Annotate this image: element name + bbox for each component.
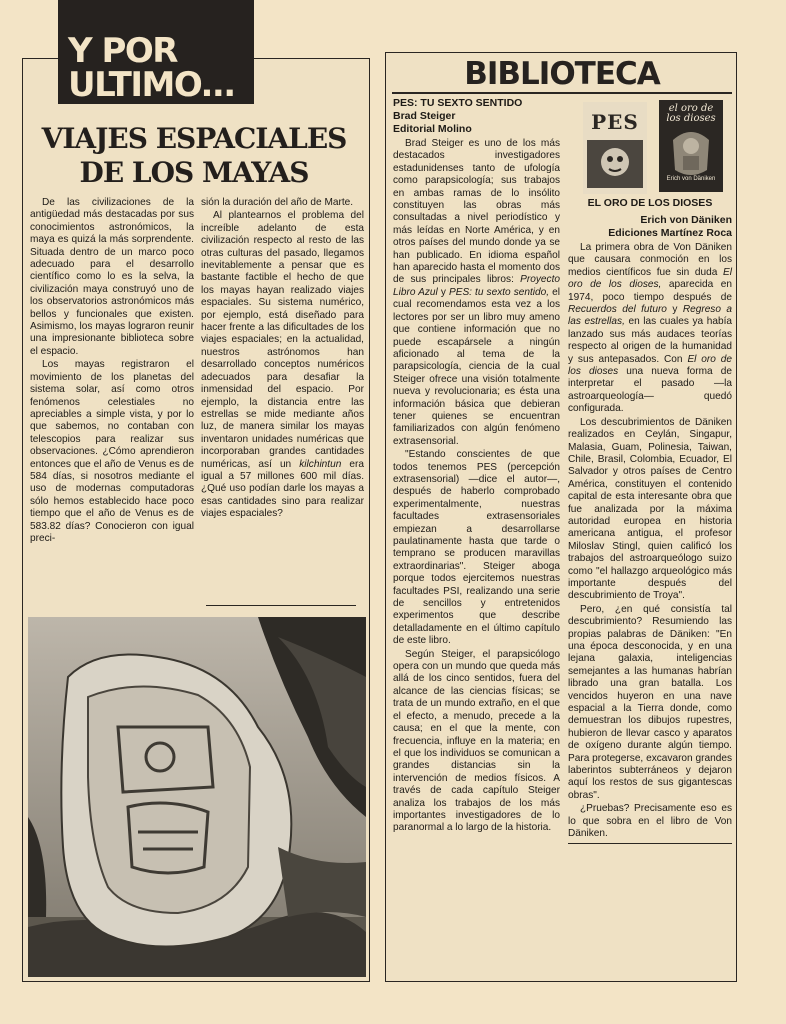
paragraph-text: Brad Steiger es uno de los más destacados investigadores estadunidenses tanto de ufología como parapsicología; sus trabajos en ambas ramas de lo insólito constituyen las obras más consultadas a nivel periodístico y más leídas en Norte América, y en otros países del mundo donde ya se han publicado. En idioma español han aparecido hasta el momento dos de sus principales libros: (393, 138, 560, 286)
article-title (24, 122, 364, 190)
section-kicker (58, 0, 254, 104)
cover-author: Erich von Däniken (666, 176, 716, 182)
paragraph: sión la duración del año de Marte. (201, 197, 354, 208)
kicker-line-1: Y POR (68, 31, 177, 71)
review-column-2 (568, 197, 732, 845)
book-ref: PES: tu sexto sentido, (448, 286, 550, 298)
book1-author: Brad Steiger (393, 110, 456, 122)
paragraph (393, 138, 560, 448)
paragraph: Según Steiger, el parapsicólogo opera con un mundo que queda más allá de los cinco sentidos, fuera del alcance de las ciencias físicas; se trata de un mundo extraño, en el que el efecto, a menudo, precede a la causa; en el que la mente, con frecuencia, influye en la materia; en el que los individuos se comunican a grandes distancias sin la intervención de medios físicos. A través de cada capítulo Steiger analiza los trabajos de los más importantes investigadores de lo paranormal a lo largo de la historia. (393, 648, 560, 834)
paragraph (568, 242, 732, 416)
book-ref: El oro de los dioses, (568, 266, 732, 291)
cover-title: PES (591, 110, 639, 134)
paragraph-text: La primera obra de Von Däniken que causara conmoción en los medios científicos fue sin duda (568, 242, 732, 278)
paragraph-text: era igual a 57 millones 600 mil días. ¿Qué uso podían darle los mayas a esas cantidades sino para realizar viajes espaciales? (201, 458, 364, 520)
book-cover-pes (583, 102, 647, 194)
review-column-1 (393, 97, 560, 836)
paragraph: Los mayas registraron el movimiento de los planetas del sistema solar, así como otros fenómenos celestiales no apreciables a simple vista, y por lo que sabemos, no contaban con telescopios para realizar sus observaciones. ¿Cómo aprendieron entonces que el año de Venus es de 584 días, si nosotros mediante el uso de modernas computadoras sólo hemos establecido hace poco tiempo que el año de Venus es de 583.82 días? Conocieron con igual preci- (30, 359, 194, 544)
book-ref: Regreso a las estrellas, (568, 304, 732, 328)
paragraph-text: Al plantearnos el problema del increíble adelanto de esta civilización respecto al resto de las otras culturas del pasado, llegamos inevitablemente a pensar que es bastante factible el hecho de que los mayas hayan realizado viajes espaciales. Su sistema numérico, por ejemplo, está diseñado para hacer frente a las dificultades de los viajes espaciales; en la actualidad, nuestros astrónomos han desarrollado conceptos numéricos adecuados para desafiar la inmensidad del espacio. Por ejemplo, la distancia entre las estrellas se mide mediante años luz, de manera similar los mayas inventaron unidades numéricas que incorporaban grandes cantidades numéricas, así un (201, 210, 364, 470)
title-line-1: VIAJES ESPACIALES (41, 122, 347, 155)
paragraph: Los descubrimientos de Däniken realizados en Ceylán, Singapur, Malasia, Guam, Polinesia, Taiwan, Chile, Brasil, Colombia, Ecuador, El Salvador y otros países de Centro América, constituyen el contenido capital de esta interesante obra que fue analizada por la máxima autoridad europea en historia americana antigua, el profesor Miloslav Stingl, quien calificó los trabajos del astroarqueólogo suizo como "el hallazgo arqueológico más importante después del descubrimiento de Troya". (568, 416, 732, 602)
book-ref: El oro de los dioses (568, 353, 732, 378)
book-cover-oro (659, 100, 723, 192)
paragraph (201, 210, 364, 520)
maya-stela-photo (28, 617, 366, 977)
paragraph: Pero, ¿en qué consistía tal descubrimiento? Resumiendo las propias palabras de Däniken: "En una época desconocida, y en una lejana galaxia, inteligencias semejantes a las humanas habrían librado una gran batalla. Los vencidos huyeron en una nave espacial a la Tierra donde, como demuestran los dibujos rupestres, hubieron de llevar casco y aparatos de oxígeno durante algún tiempo. Para protegerse, excavaron grandes laberintos subterráneos y dejaron aquí los restos de sus gigantescas obras". (568, 603, 732, 801)
paragraph: ¿Pruebas? Precisamente eso es lo que sobra en el libro de Von Däniken. (568, 803, 732, 843)
book1-publisher: Editorial Molino (393, 123, 472, 135)
book-ref: Proyecto Libro Azul (393, 274, 560, 298)
cover-title: el oro de los dioses (666, 103, 716, 124)
cover-art (583, 102, 647, 194)
section-title: BIBLIOTECA (464, 56, 660, 92)
paragraph-text: en las cuales ya había lanzado sus más audaces teorías respecto al origen de la humanidad y sus antepasados. Con (568, 316, 732, 365)
paragraph-text: y (672, 304, 678, 316)
paragraph-text: y (440, 286, 446, 298)
left-text-column-1 (30, 197, 194, 546)
title-line-2: DE LOS MAYAS (79, 156, 309, 189)
book1-title: PES: TU SEXTO SENTIDO (393, 97, 523, 109)
left-text-column-2 (201, 197, 364, 522)
paragraph-text: el cual recomendamos esta vez a los lectores por ser un libro muy ameno que contiene información que no puede escapársele a ningún aficionado al tema de la parapsicología, ciencia de la cual Steiger ofrece una visión totalmente nueva y revolucionaria; es ésta una información básica que debieran tener quienes se encuentran familiarizados con algún fenómeno extrasensorial. (393, 286, 561, 447)
stela-illustration (28, 617, 366, 977)
book2-author: Erich von Däniken (640, 214, 732, 226)
kicker-line-2: ULTIMO... (68, 65, 235, 105)
book2-title: EL ORO DE LOS DIOSES (587, 197, 713, 209)
book-ref: Recuerdos del futuro (568, 304, 667, 316)
book2-publisher: Ediciones Martínez Roca (608, 227, 732, 239)
paragraph-text: aparecida en 1974, poco tiempo después de (568, 279, 732, 303)
paragraph-text: una nueva forma de interpretar el pasado —la astroarqueología— quedó configurada. (568, 366, 732, 415)
paragraph: De las civilizaciones de la antigüedad más destacadas por sus conocimientos astronómicos, la maya es quizá la más sorprendente. Situada dentro de un marco poco adecuado para el desarrollo científico como lo es la selva, la civilización maya construyó uno de los observatorios astronómicos más bellos y funcionales que existen. Asimismo, los mayas lograron reunir una impresionante biblioteca sobre el espacio. (30, 197, 194, 357)
maya-unit-term: kilchintun (299, 458, 342, 470)
divider (206, 605, 356, 606)
paragraph: "Estando conscientes de que todos tenemos PES (percepción extrasensorial) —dice el autor—, después de haberlo comprobado experimentalmente, nuestras facultades extrasensoriales empiezan a desarrollarse paulatinamente hasta que tarde o temprano se producen maravillas extraordinarias". Steiger aboga porque todos ejercitemos nuestras facultades PSI, realizando una serie de sencillos y entretenidos experimentos que describe detalladamente en el último capítulo de este libro. (393, 449, 560, 647)
section-header (392, 56, 732, 94)
